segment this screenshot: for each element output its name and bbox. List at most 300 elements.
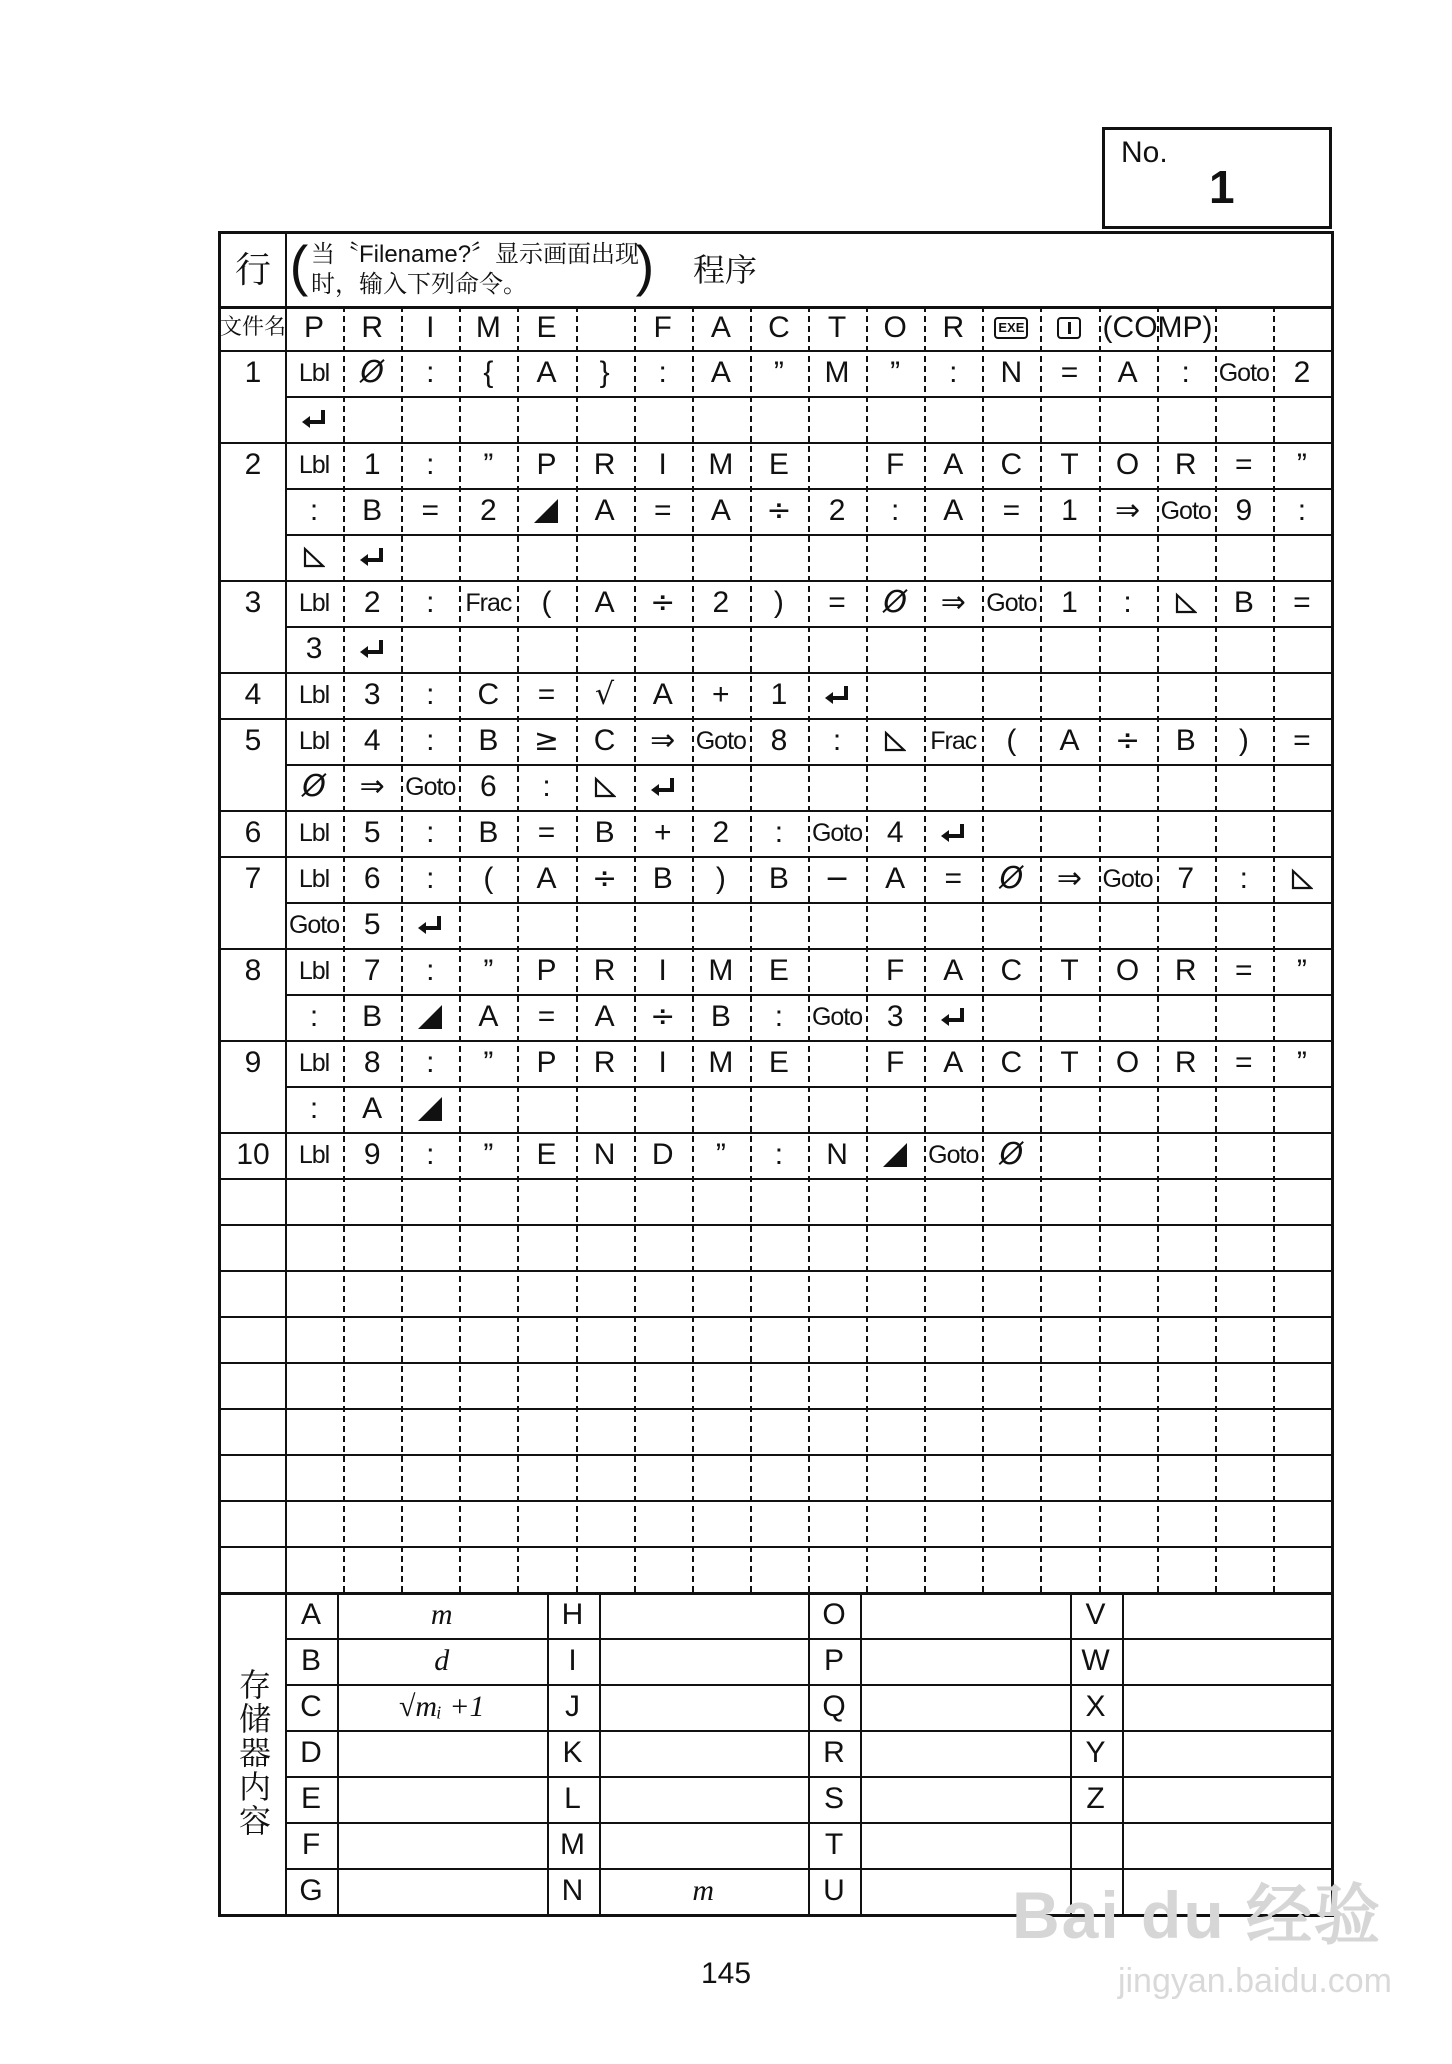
program-token: M: [824, 356, 850, 389]
program-token: [401, 902, 459, 948]
program-token: R: [593, 448, 616, 481]
line-number: 6: [244, 816, 262, 849]
program-token: :: [658, 356, 667, 389]
program-token: A: [885, 862, 906, 895]
program-token: ): [1238, 724, 1249, 757]
program-token: (: [541, 586, 552, 619]
memory-variable-value: [337, 1868, 547, 1914]
program-token: T: [1060, 448, 1079, 481]
grid-line: [221, 1316, 1331, 1318]
grid-line: [808, 306, 810, 1592]
program-token: M: [708, 448, 734, 481]
program-token: =: [537, 1000, 556, 1033]
program-token: [517, 488, 575, 534]
program-token: A: [594, 1000, 615, 1033]
program-token: [634, 764, 692, 810]
line-number: 3: [244, 586, 262, 619]
program-token: B: [710, 1000, 731, 1033]
program-token: N: [826, 1138, 848, 1171]
memory-variable-value: [1122, 1592, 1332, 1638]
program-token: I: [658, 448, 667, 481]
program-token: P: [536, 448, 557, 481]
program-token: :: [890, 494, 900, 527]
program-token: =: [1002, 494, 1021, 527]
line-number: 8: [244, 954, 262, 987]
program-token: Lbl: [298, 818, 330, 847]
program-token: 1: [363, 448, 381, 481]
memory-variable-name: D: [300, 1736, 322, 1769]
memory-variable-value: [860, 1592, 1070, 1638]
program-token: 4: [886, 816, 904, 849]
program-token: ): [773, 586, 784, 619]
display-triangle-icon: [418, 1005, 442, 1029]
program-token: :: [774, 816, 784, 849]
program-token: 9: [363, 1138, 381, 1171]
sheet-number-box: [1102, 127, 1332, 229]
program-token: Lbl: [298, 680, 330, 709]
program-token: =: [537, 816, 556, 849]
program-token: =: [1293, 724, 1311, 757]
program-token: O: [1115, 448, 1140, 481]
program-token: :: [426, 356, 435, 389]
program-token: :: [1239, 862, 1248, 895]
program-token: ÷: [650, 999, 676, 1034]
program-token: 4: [363, 724, 381, 757]
grid-line: [1099, 306, 1101, 1592]
program-token: 8: [770, 724, 788, 757]
program-token: O: [1115, 954, 1140, 987]
program-token: +: [712, 678, 730, 711]
memory-variable-name: A: [300, 1598, 321, 1631]
grid-line: [459, 306, 461, 1592]
program-token: [924, 810, 982, 856]
program-token: 1: [1061, 586, 1078, 619]
grid-line: [221, 1408, 1331, 1410]
program-token: ÷: [1115, 723, 1141, 758]
close-paren: ): [635, 234, 655, 297]
program-token: B: [1233, 586, 1254, 619]
program-token: T: [1060, 954, 1079, 987]
memory-variable-value: [599, 1638, 809, 1684]
program-token: =: [944, 862, 963, 895]
program-token: {: [483, 356, 494, 389]
program-token: Goto: [695, 726, 746, 755]
program-token: :: [426, 862, 435, 895]
program-token: :: [542, 770, 551, 803]
line-number: 4: [244, 678, 262, 711]
filename-char: T: [827, 311, 847, 344]
program-token: B: [478, 816, 499, 849]
program-token: Lbl: [298, 726, 330, 755]
program-token: :: [309, 1092, 319, 1125]
program-token: :: [1181, 356, 1190, 389]
program-token: ”: [483, 954, 494, 987]
program-token: ”: [483, 448, 494, 481]
memory-variable-name: M: [560, 1828, 585, 1861]
memory-variable-name: N: [561, 1874, 584, 1907]
grid-line: [517, 306, 519, 1592]
memory-variable-name: R: [823, 1736, 845, 1769]
program-token: Frac: [465, 588, 512, 617]
memory-variable-name: Q: [822, 1690, 846, 1723]
memory-variable-name: X: [1085, 1690, 1106, 1723]
memory-variable-name: G: [299, 1874, 323, 1907]
memory-variable-name: W: [1081, 1644, 1110, 1677]
filename-char: E: [536, 311, 557, 344]
program-token: A: [943, 448, 964, 481]
memory-variable-value: [860, 1730, 1070, 1776]
grid-line: [221, 1178, 1331, 1180]
line-number: 9: [244, 1046, 262, 1079]
memory-variable-value: [599, 1730, 809, 1776]
program-token: Lbl: [298, 358, 330, 387]
program-token: N: [1000, 356, 1023, 389]
line-number: [221, 488, 285, 534]
program-token: }: [599, 356, 610, 389]
memory-variable-name: F: [301, 1828, 321, 1861]
program-token: :: [426, 1046, 435, 1079]
program-token: :: [774, 1000, 784, 1033]
program-token: :: [426, 724, 435, 757]
program-token: B: [362, 494, 383, 527]
program-token: Lbl: [298, 1140, 330, 1169]
program-token: =: [1235, 1046, 1253, 1079]
program-token: Lbl: [298, 956, 330, 985]
program-token: ”: [1296, 954, 1307, 987]
memory-variable-name: O: [822, 1598, 846, 1631]
memory-variable-value: √mᵢ +1: [398, 1690, 485, 1723]
program-token: Goto: [405, 772, 456, 801]
enter-icon: [357, 637, 387, 661]
program-token: Goto: [1160, 496, 1211, 525]
filename-char: F: [653, 311, 672, 344]
program-token: :: [832, 724, 842, 757]
line-number: [221, 534, 285, 580]
program-token: (: [483, 862, 494, 895]
grid-line: [692, 306, 694, 1592]
program-token: [401, 994, 459, 1040]
program-token: B: [594, 816, 615, 849]
key-one-icon: [1057, 317, 1081, 339]
program-token: A: [536, 356, 557, 389]
program-token: ⇒: [1056, 861, 1083, 896]
program-token: Lbl: [298, 864, 330, 893]
memory-variable-name: H: [561, 1598, 584, 1631]
program-token: :: [1123, 586, 1132, 619]
memory-variable-value: m: [692, 1874, 715, 1907]
program-token: F: [886, 954, 905, 987]
program-token: O: [1115, 1046, 1140, 1079]
program-token: =: [1235, 954, 1253, 987]
line-number: [221, 902, 285, 948]
grid-line: [1040, 306, 1042, 1592]
program-token: 3: [886, 1000, 904, 1033]
program-token: Lbl: [298, 1048, 330, 1077]
program-heading: 程序: [692, 252, 757, 288]
memory-variable-value: d: [434, 1644, 450, 1677]
memory-variable-value: [860, 1684, 1070, 1730]
program-token: A: [478, 1000, 499, 1033]
program-token: A: [362, 1092, 383, 1125]
page-number: 145: [700, 1957, 752, 1990]
memory-variable-value: [599, 1776, 809, 1822]
program-token: 2: [363, 586, 381, 619]
memory-variable-name: L: [564, 1782, 581, 1815]
memory-variable-name: S: [823, 1782, 844, 1815]
program-token: B: [768, 862, 789, 895]
program-token: E: [768, 448, 789, 481]
program-sheet: [218, 231, 1334, 1917]
program-token: F: [886, 448, 905, 481]
program-token: :: [1297, 494, 1307, 527]
enter-icon: [822, 683, 852, 707]
line-number: 7: [244, 862, 262, 895]
grid-line: [634, 306, 636, 1592]
program-token: 2: [712, 586, 730, 619]
grid-line: [285, 306, 287, 1592]
line-number: [221, 396, 285, 442]
memory-variable-name: E: [300, 1782, 321, 1815]
program-token: 7: [363, 954, 381, 987]
memory-variable-value: m: [430, 1598, 453, 1631]
program-token: B: [478, 724, 499, 757]
program-token: A: [943, 954, 964, 987]
memory-variable-name: Z: [1086, 1782, 1105, 1815]
program-token: 2: [1293, 356, 1311, 389]
program-token: ⇒: [1115, 493, 1141, 528]
program-token: ”: [890, 356, 901, 389]
program-token: [866, 718, 924, 764]
program-token: Goto: [986, 588, 1037, 617]
program-token: Ø: [883, 585, 907, 620]
enter-icon: [299, 407, 329, 431]
program-token: Goto: [1218, 358, 1269, 387]
memory-variable-name: J: [565, 1690, 580, 1723]
filename-char: M: [475, 311, 501, 344]
program-token: [401, 1086, 459, 1132]
program-token: A: [594, 494, 615, 527]
program-token: [924, 994, 982, 1040]
program-token: [576, 764, 634, 810]
row-column-header: 行: [234, 249, 271, 290]
program-token: 9: [1235, 494, 1253, 527]
program-token: ⇒: [359, 769, 385, 804]
memory-variable-name: I: [568, 1644, 577, 1677]
program-token: =: [1293, 586, 1311, 619]
program-token: R: [1174, 954, 1197, 987]
program-token: P: [536, 954, 557, 987]
program-token: =: [653, 494, 672, 527]
program-token: =: [1060, 356, 1079, 389]
program-token: C: [1000, 954, 1023, 987]
program-token: C: [477, 678, 500, 711]
program-token: 7: [1177, 862, 1195, 895]
program-token: I: [658, 954, 667, 987]
program-token: 3: [305, 632, 323, 665]
watermark-logo: Bai du 经验: [1011, 1878, 1382, 1952]
grid-line: [221, 1546, 1331, 1548]
display-triangle-icon: [418, 1097, 442, 1121]
memory-variable-name: B: [300, 1644, 321, 1677]
program-token: :: [309, 494, 319, 527]
program-token: A: [710, 494, 731, 527]
program-token: ”: [773, 356, 784, 389]
grid-line: [221, 1500, 1331, 1502]
grid-line: [343, 306, 345, 1592]
grid-line: [866, 306, 868, 1592]
program-token: :: [426, 954, 435, 987]
program-token: E: [536, 1138, 557, 1171]
output-triangle-icon: [884, 730, 906, 752]
program-token: E: [768, 954, 789, 987]
program-token: :: [309, 1000, 319, 1033]
program-token: Ø: [999, 861, 1024, 896]
program-token: ): [715, 862, 726, 895]
program-token: E: [768, 1046, 789, 1079]
program-token: 2: [480, 494, 497, 527]
grid-line: [221, 1362, 1331, 1364]
instruction-line-1: 当〝Filename?〞显示画面出现: [311, 241, 640, 268]
program-token: ⇒: [650, 723, 676, 758]
memory-contents-title: 存储器内容: [235, 1668, 271, 1838]
memory-variable-value: [1122, 1730, 1332, 1776]
program-token: Frac: [930, 726, 977, 755]
program-token: ”: [483, 1046, 494, 1079]
program-token: Lbl: [298, 588, 330, 617]
program-token: Goto: [288, 910, 340, 939]
output-triangle-icon: [1175, 592, 1197, 614]
filename-char: C: [768, 311, 790, 344]
program-token: A: [652, 678, 673, 711]
program-token: R: [1174, 448, 1197, 481]
program-token: Goto: [1102, 864, 1153, 893]
program-token: A: [943, 494, 964, 527]
memory-variable-name: Y: [1085, 1736, 1106, 1769]
grid-line: [221, 1270, 1331, 1272]
instruction-line-2: 时，输入下列命令。: [311, 271, 527, 298]
program-token: P: [536, 1046, 557, 1079]
grid-line: [1215, 306, 1217, 1592]
memory-variable-name: U: [823, 1874, 845, 1907]
exe-key-icon: [982, 306, 1040, 350]
program-token: 1: [1061, 494, 1078, 527]
program-token: N: [593, 1138, 616, 1171]
program-token: B: [362, 1000, 383, 1033]
program-token: [343, 534, 401, 580]
grid-line: [1273, 306, 1275, 1592]
program-token: [1273, 856, 1331, 902]
display-triangle-icon: [883, 1143, 907, 1167]
enter-icon: [415, 913, 445, 937]
enter-icon: [648, 775, 678, 799]
program-token: A: [594, 586, 615, 619]
program-token: −: [824, 861, 850, 896]
program-token: :: [426, 1138, 435, 1171]
program-token: [808, 948, 866, 994]
filename-char: I: [426, 311, 435, 344]
memory-variable-value: [1122, 1684, 1332, 1730]
program-token: D: [651, 1138, 674, 1171]
program-token: :: [426, 586, 435, 619]
program-token: =: [537, 678, 556, 711]
output-triangle-icon: [1291, 868, 1313, 890]
memory-variable-value: [337, 1776, 547, 1822]
program-token: R: [593, 1046, 616, 1079]
filename-char: A: [710, 311, 731, 344]
program-token: M: [708, 1046, 734, 1079]
program-token: =: [421, 494, 440, 527]
sheet-number-value: 1: [1209, 161, 1235, 213]
program-token: ”: [1296, 1046, 1307, 1079]
open-paren: (: [289, 234, 309, 297]
line-number: 10: [236, 1138, 270, 1171]
grid-line: [221, 1224, 1331, 1226]
program-token: 6: [363, 862, 381, 895]
program-token: Goto: [811, 1002, 863, 1031]
memory-variable-name: P: [823, 1644, 844, 1677]
program-token: [1157, 580, 1215, 626]
program-token: 6: [480, 770, 497, 803]
program-token: [343, 626, 401, 672]
grid-line: [401, 306, 403, 1592]
filename-char: R: [361, 311, 383, 344]
program-token: C: [1000, 448, 1023, 481]
program-token: ”: [1296, 448, 1307, 481]
program-token: ÷: [592, 861, 618, 896]
program-token: :: [949, 356, 958, 389]
program-token: F: [886, 1046, 905, 1079]
program-token: 8: [363, 1046, 381, 1079]
filename-char: [576, 306, 634, 350]
program-token: ⇒: [940, 585, 966, 620]
program-token: :: [774, 1138, 784, 1171]
program-token: 1: [770, 678, 788, 711]
grid-line: [924, 306, 926, 1592]
program-token: Goto: [811, 818, 863, 847]
output-triangle-icon: [594, 776, 616, 798]
program-token: [808, 672, 866, 718]
watermark-url: jingyan.baidu.com: [1117, 1962, 1392, 2000]
line-number: 2: [244, 448, 262, 481]
program-token: 2: [828, 494, 846, 527]
program-token: A: [1059, 724, 1080, 757]
line-number: [221, 764, 285, 810]
memory-variable-value: [599, 1684, 809, 1730]
filename-char: P: [304, 311, 325, 344]
program-token: ≥: [533, 723, 560, 758]
program-token: [285, 396, 343, 442]
filename-char: R: [942, 311, 965, 344]
memory-variable-name: T: [824, 1828, 844, 1861]
enter-icon: [938, 821, 968, 845]
line-number: [221, 994, 285, 1040]
grid-line: [750, 306, 752, 1592]
enter-icon: [938, 1005, 968, 1029]
program-token: R: [593, 954, 616, 987]
program-token: +: [653, 816, 672, 849]
program-token: [866, 1132, 924, 1178]
program-token: 2: [712, 816, 730, 849]
program-token: A: [536, 862, 557, 895]
program-token: Lbl: [298, 450, 330, 479]
grid-line: [1157, 306, 1159, 1592]
program-token: =: [828, 586, 846, 619]
program-token: Ø: [360, 355, 384, 390]
display-triangle-icon: [534, 499, 558, 523]
grid-line: [576, 306, 578, 1592]
memory-variable-value: [860, 1776, 1070, 1822]
memory-variable-value: [860, 1638, 1070, 1684]
